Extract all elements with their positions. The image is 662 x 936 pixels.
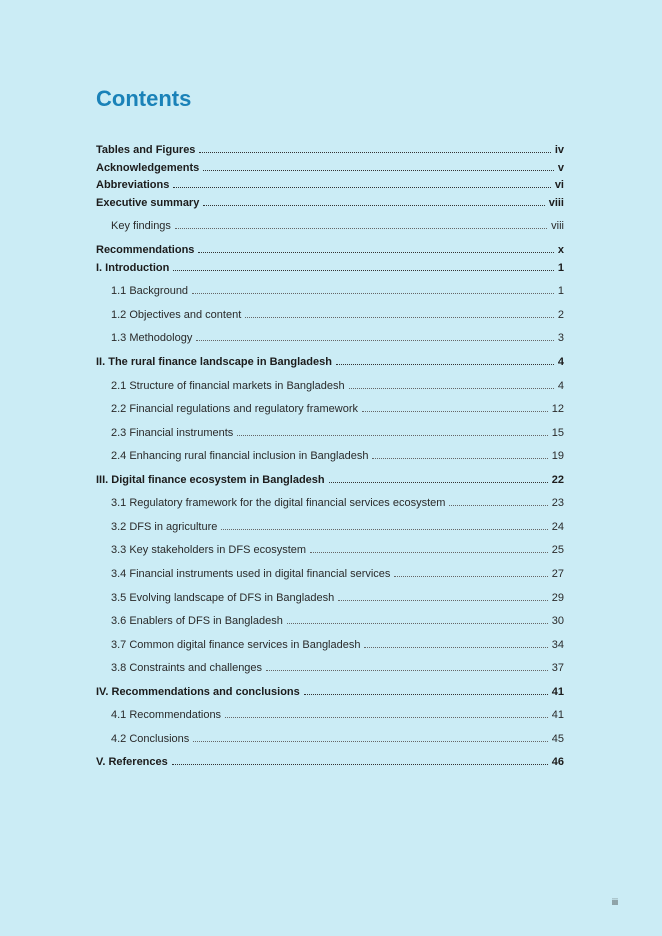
dot-leader bbox=[362, 411, 548, 412]
toc-entry-label: Acknowledgements bbox=[96, 162, 200, 174]
toc-entry-digital-finance-ecosystem[interactable] bbox=[96, 474, 564, 486]
toc-entry-label: 3.1 Regulatory framework for the digital financial services ecosystem bbox=[111, 497, 446, 509]
toc-entry-page: 2 bbox=[557, 309, 564, 321]
toc-entry-label: Abbreviations bbox=[96, 179, 170, 191]
toc-entry-introduction[interactable] bbox=[96, 262, 564, 274]
dot-leader bbox=[221, 529, 547, 530]
dot-leader bbox=[173, 270, 554, 271]
toc-entry-abbreviations[interactable] bbox=[96, 179, 564, 191]
toc-entry-label: V. References bbox=[96, 756, 168, 768]
toc-entry-label: 3.3 Key stakeholders in DFS ecosystem bbox=[111, 544, 307, 556]
toc-entry-page: 45 bbox=[551, 733, 564, 745]
toc-entry-page: iv bbox=[554, 144, 564, 156]
toc-entry-page: 46 bbox=[551, 756, 564, 768]
dot-leader bbox=[203, 170, 554, 171]
toc-entry-page: 15 bbox=[551, 427, 564, 439]
toc-entry-methodology[interactable] bbox=[111, 332, 564, 344]
toc-entry-label: 2.2 Financial regulations and regulatory framework bbox=[111, 403, 359, 415]
toc-entry-label: Recommendations bbox=[96, 244, 195, 256]
toc-entry-references[interactable] bbox=[96, 756, 564, 768]
toc-entry-conclusions[interactable] bbox=[111, 733, 564, 745]
dot-leader bbox=[338, 600, 548, 601]
toc-entry-page: 3 bbox=[557, 332, 564, 344]
dot-leader bbox=[192, 293, 554, 294]
toc-entry-4-1-recommendations[interactable] bbox=[111, 709, 564, 721]
dot-leader bbox=[173, 187, 550, 188]
toc-entry-evolving-landscape-dfs[interactable] bbox=[111, 592, 564, 604]
toc-entry-label: 2.1 Structure of financial markets in Bangladesh bbox=[111, 380, 345, 392]
toc-entry-page: 30 bbox=[551, 615, 564, 627]
toc-entry-page: viii bbox=[548, 197, 564, 209]
toc-entry-label: 2.4 Enhancing rural financial inclusion in Bangladesh bbox=[111, 450, 369, 462]
toc-entry-page: 25 bbox=[551, 544, 564, 556]
page-number: iii bbox=[612, 897, 618, 907]
dot-leader bbox=[199, 152, 550, 153]
toc-entry-enablers-of-dfs[interactable] bbox=[111, 615, 564, 627]
dot-leader bbox=[203, 205, 544, 206]
toc-entry-label: 1.1 Background bbox=[111, 285, 189, 297]
toc-entry-page: vi bbox=[554, 179, 564, 191]
dot-leader bbox=[193, 741, 547, 742]
toc-entry-label: Executive summary bbox=[96, 197, 200, 209]
toc-entry-label: IV. Recommendations and conclusions bbox=[96, 686, 300, 698]
toc-entry-page: 34 bbox=[551, 639, 564, 651]
toc-entry-label: 4.1 Recommendations bbox=[111, 709, 222, 721]
toc-entry-page: v bbox=[557, 162, 564, 174]
toc-entry-label: 1.3 Methodology bbox=[111, 332, 193, 344]
toc-entry-key-stakeholders[interactable] bbox=[111, 544, 564, 556]
toc-entry-page: 19 bbox=[551, 450, 564, 462]
toc-entry-label: II. The rural finance landscape in Bangladesh bbox=[96, 356, 332, 368]
dot-leader bbox=[310, 552, 548, 553]
dot-leader bbox=[336, 364, 554, 365]
toc-entry-page: 22 bbox=[551, 474, 564, 486]
toc-entry-page: 27 bbox=[551, 568, 564, 580]
toc-entry-label: Key findings bbox=[111, 220, 171, 232]
dot-leader bbox=[266, 670, 548, 671]
toc-entry-regulatory-framework-dfs[interactable] bbox=[111, 497, 564, 509]
toc-entry-page: 23 bbox=[551, 497, 564, 509]
toc-entry-label: 1.2 Objectives and content bbox=[111, 309, 242, 321]
toc-entry-page: 29 bbox=[551, 592, 564, 604]
dot-leader bbox=[175, 228, 547, 229]
toc-entry-page: 41 bbox=[551, 709, 564, 721]
dot-leader bbox=[287, 623, 548, 624]
toc-entry-objectives-and-content[interactable] bbox=[111, 309, 564, 321]
dot-leader bbox=[349, 388, 554, 389]
toc-entry-label: Tables and Figures bbox=[96, 144, 196, 156]
dot-leader bbox=[196, 340, 554, 341]
toc-entry-common-digital-finance-services[interactable] bbox=[111, 639, 564, 651]
toc-entry-page: 4 bbox=[557, 380, 564, 392]
dot-leader bbox=[198, 252, 553, 253]
toc-entry-page: viii bbox=[551, 220, 564, 232]
toc-entry-recommendations-and-conclusions[interactable] bbox=[96, 686, 564, 698]
toc-entry-label: 3.2 DFS in agriculture bbox=[111, 521, 218, 533]
toc-entry-page: 1 bbox=[557, 262, 564, 274]
dot-leader bbox=[225, 717, 548, 718]
toc-entry-dfs-in-agriculture[interactable] bbox=[111, 521, 564, 533]
dot-leader bbox=[449, 505, 547, 506]
toc-entry-page: 24 bbox=[551, 521, 564, 533]
toc-entry-financial-instruments-dfs[interactable] bbox=[111, 568, 564, 580]
toc-entry-page: 41 bbox=[551, 686, 564, 698]
dot-leader bbox=[245, 317, 554, 318]
toc-entry-rural-finance-landscape[interactable] bbox=[96, 356, 564, 368]
toc-entry-page: 12 bbox=[551, 403, 564, 415]
dot-leader bbox=[394, 576, 547, 577]
toc-entry-label: 4.2 Conclusions bbox=[111, 733, 190, 745]
toc-entry-tables-and-figures[interactable] bbox=[96, 144, 564, 156]
toc-entry-executive-summary[interactable] bbox=[96, 197, 564, 209]
toc-entry-label: III. Digital finance ecosystem in Bangladesh bbox=[96, 474, 325, 486]
toc-entry-label: 3.8 Constraints and challenges bbox=[111, 662, 263, 674]
toc-entry-acknowledgements[interactable] bbox=[96, 162, 564, 174]
toc-entry-label: 2.3 Financial instruments bbox=[111, 427, 234, 439]
toc-entry-page: 1 bbox=[557, 285, 564, 297]
toc-entry-recommendations[interactable] bbox=[96, 244, 564, 256]
dot-leader bbox=[329, 482, 548, 483]
toc-entry-key-findings[interactable] bbox=[111, 220, 564, 232]
dot-leader bbox=[364, 647, 547, 648]
toc-entry-label: 3.7 Common digital finance services in Bangladesh bbox=[111, 639, 361, 651]
toc-entry-financial-instruments[interactable] bbox=[111, 427, 564, 439]
dot-leader bbox=[304, 694, 548, 695]
toc-entry-background[interactable] bbox=[111, 285, 564, 297]
toc-entry-structure-of-financial-markets[interactable] bbox=[111, 380, 564, 392]
page-title: Contents bbox=[96, 86, 192, 111]
dot-leader bbox=[372, 458, 547, 459]
toc-entry-page: 37 bbox=[551, 662, 564, 674]
toc-entry-constraints-and-challenges[interactable] bbox=[111, 662, 564, 674]
toc-entry-label: I. Introduction bbox=[96, 262, 170, 274]
toc-entry-label: 3.5 Evolving landscape of DFS in Bangladesh bbox=[111, 592, 335, 604]
toc-entry-financial-regulations[interactable] bbox=[111, 403, 564, 415]
toc-entry-label: 3.6 Enablers of DFS in Bangladesh bbox=[111, 615, 283, 627]
toc-entry-page: x bbox=[557, 244, 564, 256]
toc-entry-enhancing-rural-financial-inclusion[interactable] bbox=[111, 450, 564, 462]
toc-entry-label: 3.4 Financial instruments used in digital financial services bbox=[111, 568, 391, 580]
dot-leader bbox=[172, 764, 548, 765]
dot-leader bbox=[237, 435, 547, 436]
toc-entry-page: 4 bbox=[557, 356, 564, 368]
